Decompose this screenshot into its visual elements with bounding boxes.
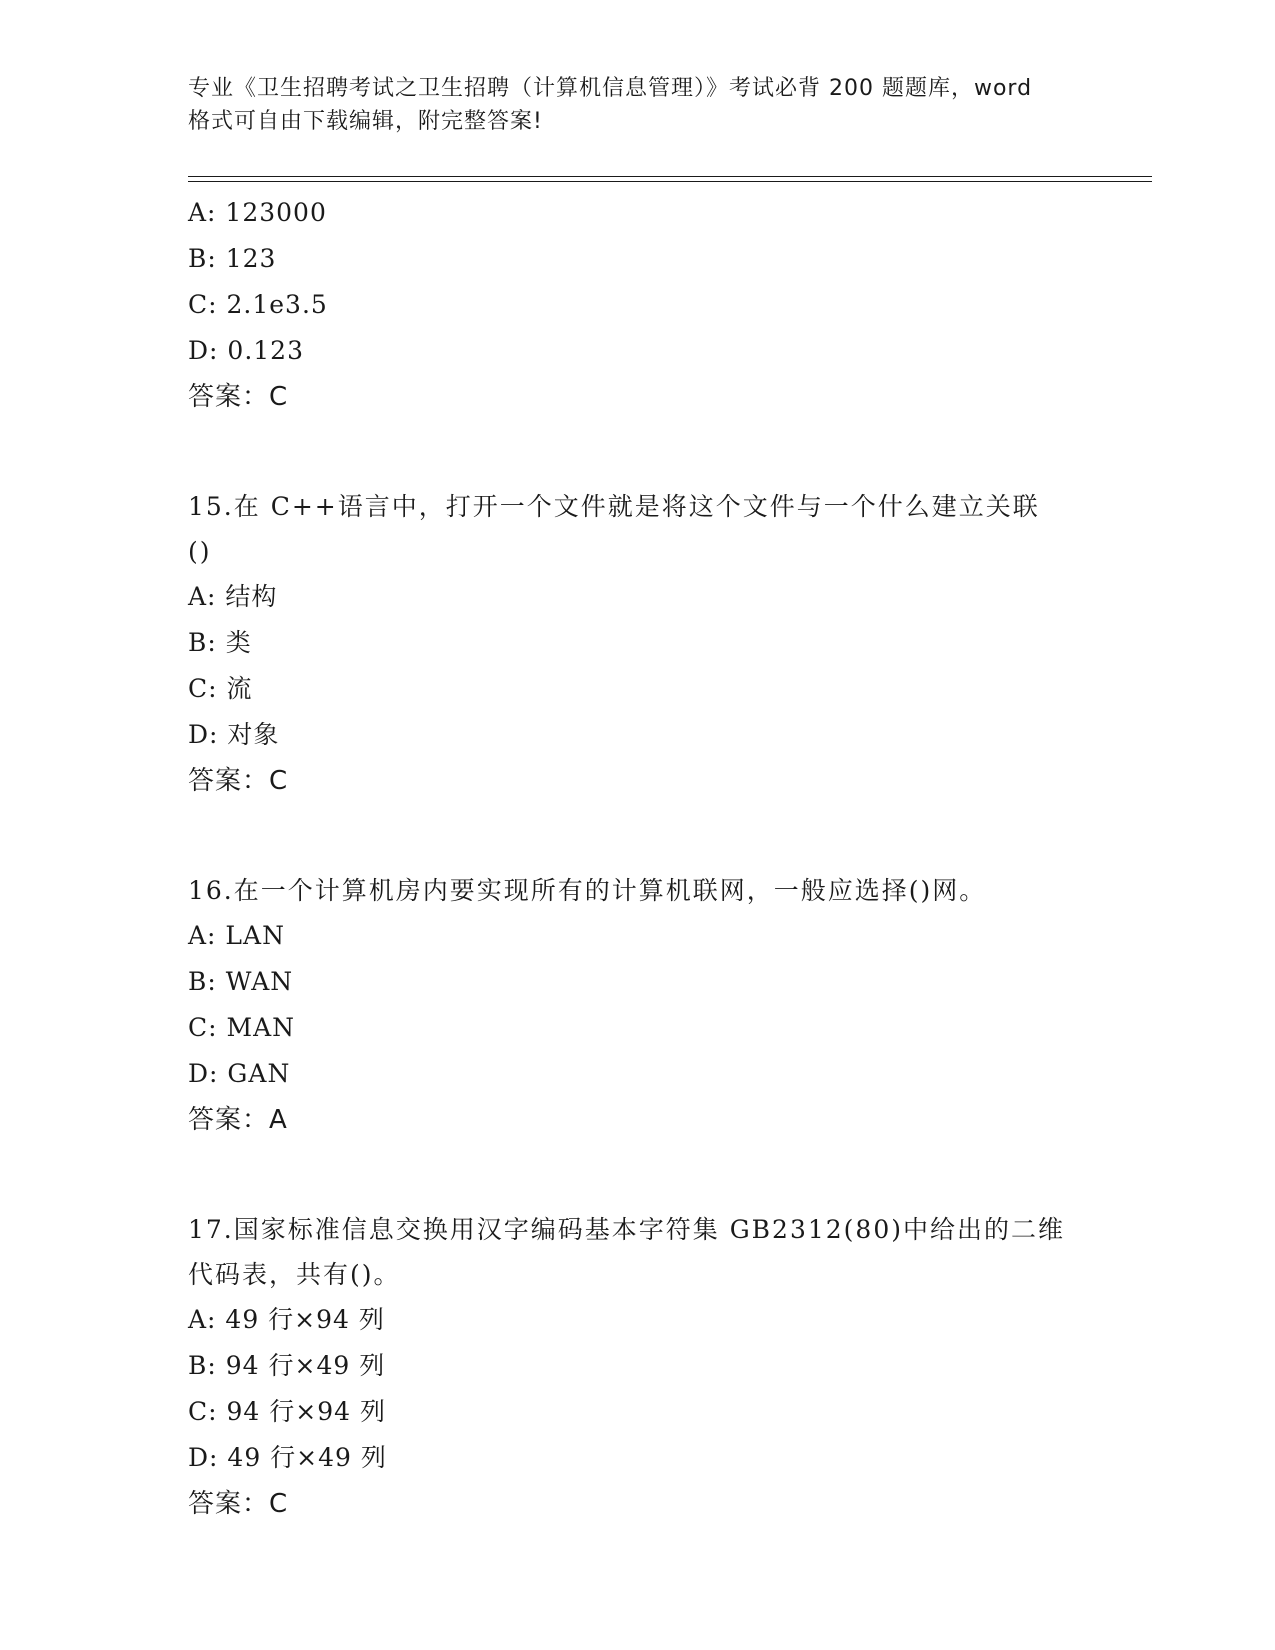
answer-line: 答案：A [188,1105,288,1135]
question-list [188,190,1088,1527]
option-d: D: GAN [188,1059,291,1088]
question-17 [188,1207,1088,1527]
option-c: C: 流 [188,674,253,703]
answer-line: 答案：C [188,766,289,796]
option-d: D: 对象 [188,720,280,749]
question-15 [188,484,1088,804]
option-b: B: 类 [188,628,252,657]
answer-line: 答案：C [188,1489,289,1519]
spacer [188,1143,1088,1207]
option-c: C: MAN [188,1013,296,1042]
header-line-2: 格式可自由下载编辑，附完整答案! [188,109,543,134]
header-rule-top [188,176,1152,177]
option-c: C: 94 行×94 列 [188,1397,386,1426]
spacer [188,804,1088,868]
option-d: D: 49 行×49 列 [188,1443,387,1472]
question-stem-cont: 代码表，共有()。 [188,1260,401,1289]
answer-line: 答案：C [188,382,289,412]
option-a: A: 结构 [188,582,278,611]
option-d: D: 0.123 [188,336,304,365]
option-b: B: 123 [188,244,277,273]
question-14 [188,190,1088,420]
question-stem: 17.国家标准信息交换用汉字编码基本字符集 GB2312(80)中给出的二维 [188,1215,1065,1244]
option-b: B: WAN [188,967,294,996]
option-a: A: LAN [188,921,285,950]
question-stem-cont: () [188,537,212,566]
option-c: C: 2.1e3.5 [188,290,328,319]
option-a: A: 49 行×94 列 [188,1305,385,1334]
option-a: A: 123000 [188,198,327,227]
header-line-1: 专业《卫生招聘考试之卫生招聘（计算机信息管理）》考试必背 200 题题库，word [188,76,1033,101]
header-rule-bottom [188,181,1152,182]
document-header [188,72,1088,138]
question-16 [188,868,1088,1143]
option-b: B: 94 行×49 列 [188,1351,386,1380]
question-stem: 16.在一个计算机房内要实现所有的计算机联网，一般应选择()网。 [188,876,987,905]
spacer [188,420,1088,484]
question-stem: 15.在 C++语言中，打开一个文件就是将这个文件与一个什么建立关联 [188,492,1040,521]
